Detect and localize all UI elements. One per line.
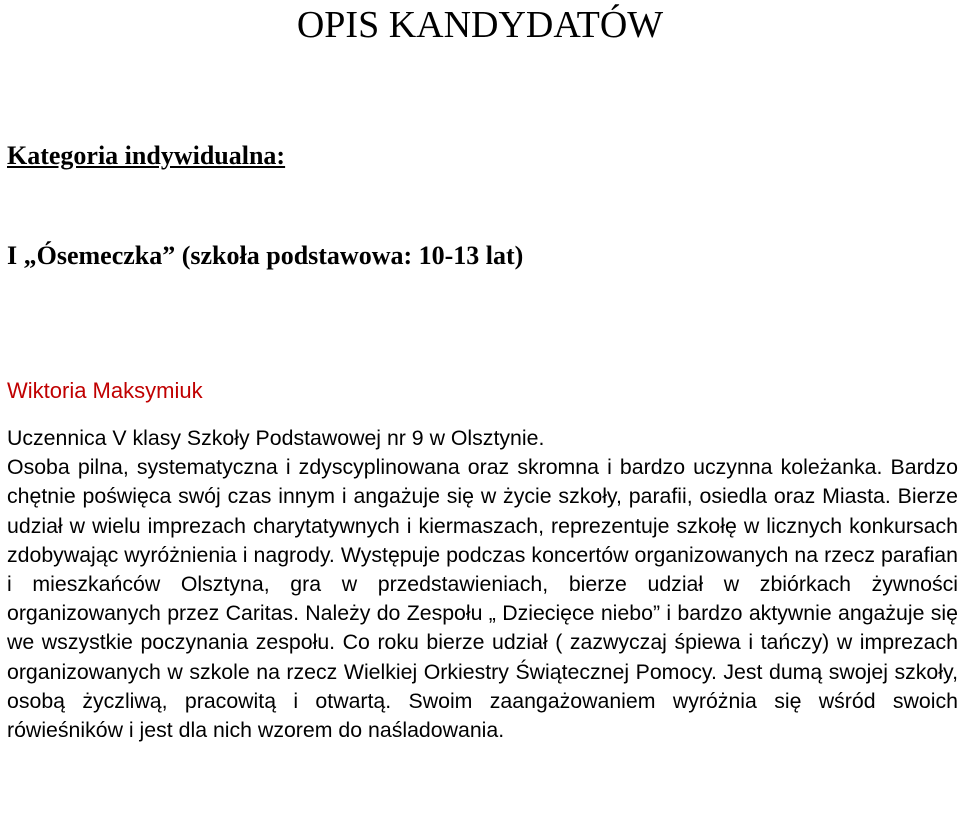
category-heading: Kategoria indywidualna:: [7, 141, 286, 170]
candidate-description-text: Osoba pilna, systematyczna i zdyscyplinowana oraz skromna i bardzo uczynna koleżanka. Bardzo chętnie poświęca swój czas innym i angażuje się w życie szkoły, parafii, osiedla oraz Miasta. Bierze udział w wielu imprezach charytatywnych i kiermaszach, reprezentuje szkołę w licznych konkursach zdobywając wyróżnienia i nagrody. Występuje podczas koncertów organizowanych na rzecz parafian i mieszkańców Olsztyna, gra w przedstawieniach, bierze udział w zbiórkach żywności organizowanych przez Caritas. Należy do Zespołu „ Dziecięce niebo” i bardzo aktywnie angażuje się we wszystkie poczynania zespołu. Co roku bierze udział ( zazwyczaj śpiewa i tańczy) w imprezach organizowanych w szkole na rzecz Wielkiej Orkiestry Świątecznej Pomocy. Jest dumą swojej szkoły, osobą życzliwą, pracowitą i otwartą. Swoim zaangażowaniem wyróżnia się wśród swoich rówieśników i jest dla nich wzorem do naśladowania.: [7, 455, 958, 743]
candidate-description: [7, 424, 958, 745]
candidate-name: Wiktoria Maksymiuk: [7, 378, 203, 403]
page-title: OPIS KANDYDATÓW: [296, 4, 664, 46]
subcategory-heading: I „Ósemeczka” (szkoła podstawowa: 10-13 lat): [7, 241, 524, 270]
candidate-intro: Uczennica V klasy Szkoły Podstawowej nr 9 w Olsztynie.: [7, 426, 545, 450]
